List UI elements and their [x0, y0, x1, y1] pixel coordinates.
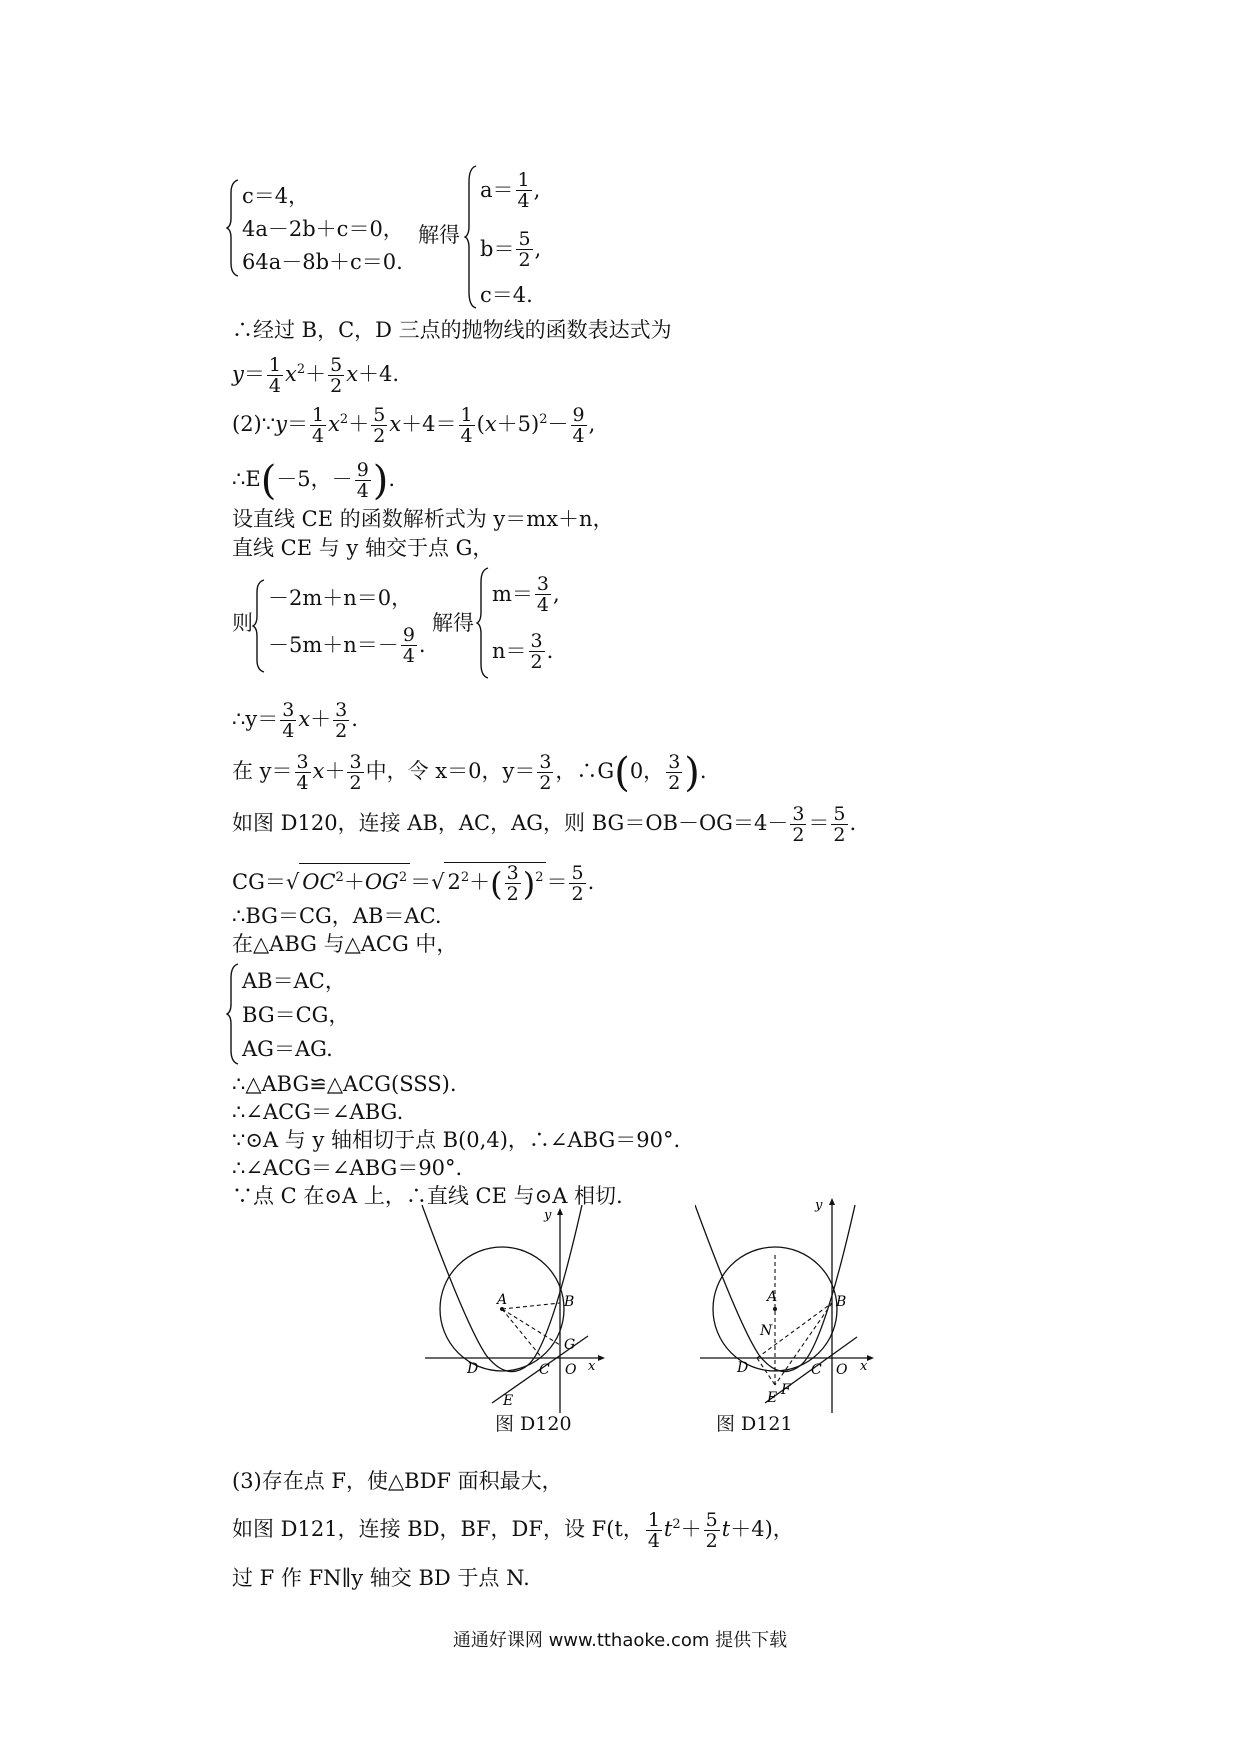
fraction: $\frac{1}{4}$	[517, 168, 530, 212]
system2-equations: －2m＋n＝0， －5m＋n＝－ $\frac{9}{4}$ .	[268, 578, 426, 672]
point-E: ∴E(－5，－ $\frac{9}{4}$ ).	[232, 457, 396, 504]
right-brace	[464, 164, 478, 310]
label-y: y	[815, 1198, 823, 1213]
CG-line: CG＝√ $OC^2+OG^2$ ＝√ $2^2+$( $\frac{3}{2}$ )$^2$ ＝ $\frac{5}{2}$ .	[232, 862, 595, 905]
figure-caption: 图 D121	[716, 1413, 793, 1435]
angle-eq-line: ∴∠ACG＝∠ABG.	[232, 1100, 404, 1124]
label-N: N	[760, 1323, 773, 1339]
label-C: C	[539, 1362, 550, 1378]
equation: AG＝AG.	[242, 1037, 333, 1061]
point-G-line: 在 y＝ $\frac{3}{4}$ x＋ $\frac{3}{2}$ 中，令 x＝0，y＝ $\frac{3}{2}$ ，∴G(0， $\frac{3}{2}$ ).	[232, 749, 707, 796]
equation: AB＝AC，	[242, 969, 346, 993]
label-E: E	[503, 1393, 514, 1409]
BG-CG-line: ∴BG＝CG，AB＝AC.	[232, 904, 442, 928]
label-F: F	[781, 1382, 791, 1398]
equation: c＝4，	[242, 184, 310, 208]
figure-d121	[695, 1195, 895, 1420]
triangles-line: 在△ABG 与△ACG 中，	[232, 932, 458, 956]
left-brace	[226, 962, 240, 1066]
label-E: E	[767, 1390, 778, 1406]
label-D: D	[467, 1361, 479, 1377]
label-C: C	[811, 1362, 822, 1378]
footer: 通通好课网 www.tthaoke.com 提供下载	[452, 1630, 788, 1651]
angle90-line: ∴∠ACG＝∠ABG＝90°.	[232, 1156, 463, 1180]
right-brace	[476, 566, 490, 680]
left-brace	[252, 578, 266, 674]
vertex-form: (2)∵y＝ $\frac{1}{4}$ $x^2+$ $\frac{5}{2}$ x＋4＝ $\frac{1}{4}$ $(x+5)^2-$ $\frac{9}{4}$ ,	[232, 404, 596, 447]
fig120-BG-line: 如图 D120，连接 AB，AC，AG，则 BG＝OB－OG＝4－ $\frac{3}{2}$ ＝ $\frac{5}{2}$ .	[232, 803, 857, 846]
solve-label: 解得	[418, 223, 460, 247]
solve-label: 解得	[432, 611, 474, 635]
equation: －5m＋n＝－	[268, 633, 399, 657]
label-B: B	[564, 1294, 575, 1310]
set-line-CE: 设直线 CE 的函数解析式为 y＝mx＋n，	[232, 507, 614, 531]
equation: BG＝CG，	[242, 1003, 350, 1027]
figure-caption: 图 D120	[495, 1413, 572, 1435]
equation: 64a－8b＋c＝0.	[242, 250, 403, 274]
fraction: $\frac{5}{2}$	[518, 227, 531, 271]
system1-solution: a＝ $\frac{1}{4}$ , b＝ $\frac{5}{2}$ , c＝4.	[480, 164, 541, 310]
part3-line: (3)存在点 F，使△BDF 面积最大，	[232, 1469, 563, 1493]
tangent-line: ∵⊙A 与 y 轴相切于点 B(0,4)，∴∠ABG＝90°.	[232, 1128, 681, 1152]
line-CE-expression: ∴y＝ $\frac{3}{4}$ x＋ $\frac{3}{2}$ .	[232, 699, 358, 742]
label-G: G	[564, 1337, 576, 1353]
line-CE-y-axis: 直线 CE 与 y 轴交于点 G，	[232, 536, 494, 560]
label-A: A	[767, 1289, 778, 1305]
label-O: O	[836, 1362, 848, 1378]
then-label: 则	[232, 611, 253, 635]
equation: 4a－2b＋c＝0，	[242, 217, 404, 241]
label-y: y	[544, 1208, 552, 1223]
system3-equations	[242, 964, 349, 1066]
solution-c: c＝4.	[480, 283, 533, 307]
parabola-expression: y＝ $\frac{1}{4}$ $x^2+$ $\frac{5}{2}$ x＋4.	[232, 354, 400, 397]
equation: －2m＋n＝0，	[268, 586, 413, 610]
system1-equations	[242, 180, 404, 279]
solution-b: b＝	[480, 237, 515, 261]
label-x: x	[860, 1359, 868, 1374]
label-O: O	[565, 1362, 577, 1378]
label-D: D	[737, 1360, 749, 1376]
congruent-line: ∴△ABG≌△ACG(SSS).	[232, 1072, 457, 1096]
system2-solution: m＝ $\frac{3}{4}$ , n＝ $\frac{3}{2}$ .	[492, 572, 560, 673]
solution-a: a＝	[480, 178, 514, 202]
fig121-line: 如图 D121，连接 BD，BF，DF，设 F(t， $\frac{1}{4}$ $t^2+$ $\frac{5}{2}$ t＋4)，	[232, 1509, 794, 1552]
conclusion-line: ∵点 C 在⊙A 上，∴直线 CE 与⊙A 相切.	[232, 1184, 623, 1208]
label-A: A	[497, 1292, 508, 1308]
left-brace	[226, 178, 240, 278]
expression-title: ∴经过 B，C，D 三点的抛物线的函数表达式为	[232, 318, 672, 342]
figure-d120	[420, 1205, 620, 1420]
label-x: x	[588, 1359, 596, 1374]
label-B: B	[836, 1294, 847, 1310]
FN-line: 过 F 作 FN∥y 轴交 BD 于点 N.	[232, 1566, 530, 1590]
